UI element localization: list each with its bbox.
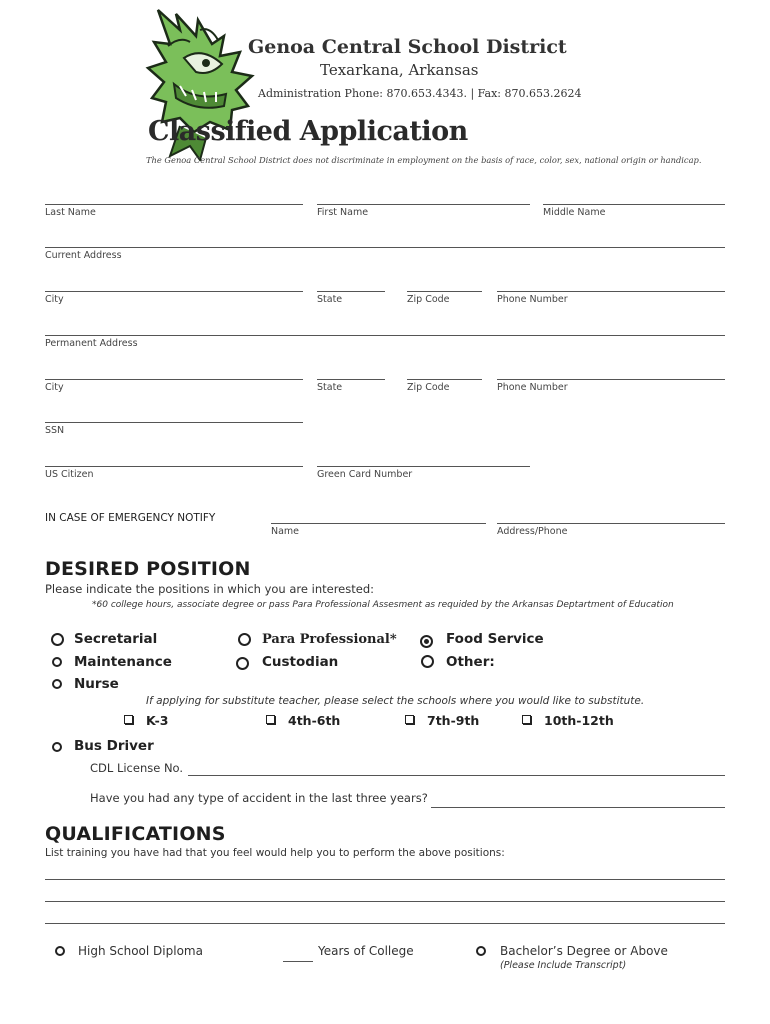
permanent-address-line[interactable] xyxy=(45,335,725,336)
emergency-name-label: Name xyxy=(271,526,300,537)
years-college-label: Years of College xyxy=(318,944,414,958)
district-location: Texarkana, Arkansas xyxy=(320,61,479,79)
para-professional-label xyxy=(262,632,397,647)
food-service-radio[interactable] xyxy=(420,635,433,648)
accident-line[interactable] xyxy=(431,807,725,808)
state-label: State xyxy=(317,294,343,305)
bus-driver-radio[interactable] xyxy=(52,742,62,752)
bachelor-radio[interactable] xyxy=(476,946,486,956)
secretarial-label: Secretarial xyxy=(74,631,158,647)
last-name-line[interactable] xyxy=(45,204,303,205)
10th-12th-checkbox[interactable] xyxy=(522,715,531,724)
green-card-label: Green Card Number xyxy=(317,469,413,480)
para-professional-text: Para Professional xyxy=(262,632,390,647)
zip2-line[interactable] xyxy=(407,379,482,380)
phone2-line[interactable] xyxy=(497,379,725,380)
secretarial-radio[interactable] xyxy=(51,633,64,646)
qualifications-line-2[interactable] xyxy=(45,901,725,902)
city2-label: City xyxy=(45,382,64,393)
emergency-address-line[interactable] xyxy=(497,523,725,524)
transcript-note: (Please Include Transcript) xyxy=(500,960,627,971)
ssn-line[interactable] xyxy=(45,422,303,423)
years-college-line[interactable] xyxy=(283,961,313,962)
middle-name-line[interactable] xyxy=(543,204,725,205)
qualifications-heading: QUALIFICATIONS xyxy=(45,823,226,845)
us-citizen-label: US Citizen xyxy=(45,469,94,480)
nurse-radio[interactable] xyxy=(52,679,62,689)
city-label: City xyxy=(45,294,64,305)
us-citizen-line[interactable] xyxy=(45,466,303,467)
first-name-label: First Name xyxy=(317,207,369,218)
diploma-label: High School Diploma xyxy=(78,944,203,958)
desired-position-heading: DESIRED POSITION xyxy=(45,558,251,580)
city2-line[interactable] xyxy=(45,379,303,380)
district-name: Genoa Central School District xyxy=(248,36,567,58)
substitute-note: If applying for substitute teacher, please select the schools where you would like to substitute. xyxy=(146,695,645,707)
diploma-radio[interactable] xyxy=(55,946,65,956)
other-radio[interactable] xyxy=(421,655,434,668)
last-name-label: Last Name xyxy=(45,207,96,218)
para-asterisk: * xyxy=(389,632,397,647)
food-service-label: Food Service xyxy=(446,631,544,647)
phone2-label: Phone Number xyxy=(497,382,568,393)
first-name-line[interactable] xyxy=(317,204,530,205)
emergency-address-label: Address/Phone xyxy=(497,526,568,537)
middle-name-label: Middle Name xyxy=(543,207,606,218)
contact-phones: Administration Phone: 870.653.4343. | Fax: 870.653.2624 xyxy=(258,87,582,100)
other-label: Other: xyxy=(446,654,495,670)
k3-checkbox[interactable] xyxy=(124,715,133,724)
city-line[interactable] xyxy=(45,291,303,292)
custodian-radio[interactable] xyxy=(236,657,249,670)
qualifications-line-1[interactable] xyxy=(45,879,725,880)
7th-9th-label: 7th-9th xyxy=(427,713,480,728)
nondiscrimination-statement: The Genoa Central School District does not discriminate in employment on the basis of race, color, sex, national origin or handicap. xyxy=(146,155,702,165)
cdl-label: CDL License No. xyxy=(90,761,184,775)
bachelor-label: Bachelor’s Degree or Above xyxy=(500,944,668,958)
emergency-heading: IN CASE OF EMERGENCY NOTIFY xyxy=(45,512,216,524)
nurse-label: Nurse xyxy=(74,676,119,692)
ssn-label: SSN xyxy=(45,425,65,436)
maintenance-radio[interactable] xyxy=(52,657,62,667)
state2-line[interactable] xyxy=(317,379,385,380)
phone-line[interactable] xyxy=(497,291,725,292)
state-line[interactable] xyxy=(317,291,385,292)
emergency-name-line[interactable] xyxy=(271,523,486,524)
accident-question: Have you had any type of accident in the last three years? xyxy=(90,791,428,805)
form-title: Classified Application xyxy=(148,116,468,147)
custodian-label: Custodian xyxy=(262,654,339,670)
permanent-address-label: Permanent Address xyxy=(45,338,138,349)
zip-label: Zip Code xyxy=(407,294,450,305)
state2-label: State xyxy=(317,382,343,393)
current-address-label: Current Address xyxy=(45,250,122,261)
desired-position-instruction: Please indicate the positions in which you are interested: xyxy=(45,582,374,596)
zip-line[interactable] xyxy=(407,291,482,292)
4th-6th-label: 4th-6th xyxy=(288,713,341,728)
green-card-line[interactable] xyxy=(317,466,530,467)
7th-9th-checkbox[interactable] xyxy=(405,715,414,724)
maintenance-label: Maintenance xyxy=(74,654,172,670)
k3-label: K-3 xyxy=(146,713,169,728)
10th-12th-label: 10th-12th xyxy=(544,713,614,728)
current-address-line[interactable] xyxy=(45,247,725,248)
qualifications-line-3[interactable] xyxy=(45,923,725,924)
qualifications-instruction: List training you have had that you feel would help you to perform the above positions: xyxy=(45,847,505,859)
phone-label: Phone Number xyxy=(497,294,568,305)
para-requirement-note: *60 college hours, associate degree or pass Para Professional Assesment as requided by the Arkansas Deptartment of Education xyxy=(92,600,674,610)
4th-6th-checkbox[interactable] xyxy=(266,715,275,724)
cdl-line[interactable] xyxy=(188,775,725,776)
bus-driver-label: Bus Driver xyxy=(74,738,154,754)
zip2-label: Zip Code xyxy=(407,382,450,393)
para-professional-radio[interactable] xyxy=(238,633,251,646)
